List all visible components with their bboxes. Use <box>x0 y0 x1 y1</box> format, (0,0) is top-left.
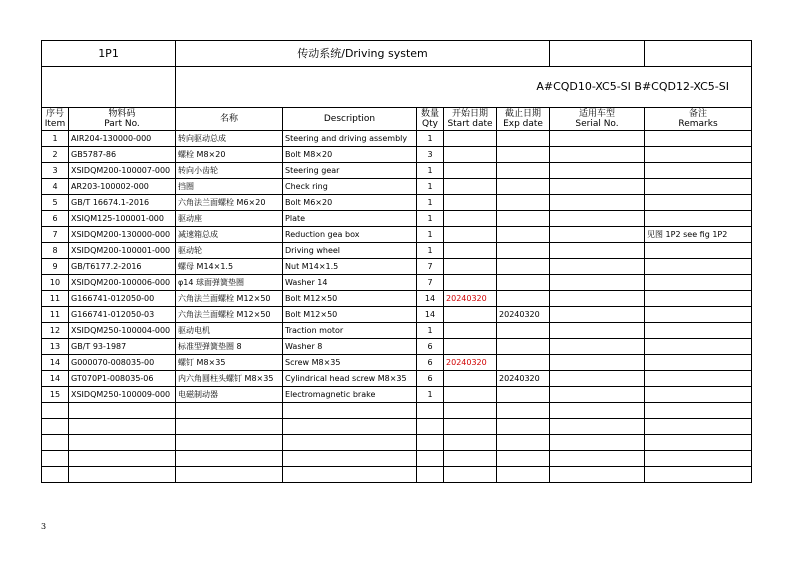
cell-qty: 14 <box>417 291 444 307</box>
parts-sheet <box>41 40 751 483</box>
cell-desc <box>283 435 417 451</box>
cell-start <box>444 451 497 467</box>
cell-part <box>69 467 176 483</box>
cell-exp <box>497 163 550 179</box>
table-row <box>42 227 752 243</box>
cell-part: G000070-008035-00 <box>69 355 176 371</box>
cell-exp <box>497 211 550 227</box>
col-name-header: 名称 <box>176 108 283 131</box>
cell-item: 12 <box>42 323 69 339</box>
cell-item: 11 <box>42 291 69 307</box>
group-code: 1P1 <box>42 41 176 67</box>
cell-qty: 1 <box>417 243 444 259</box>
cell-item: 11 <box>42 307 69 323</box>
cell-exp <box>497 195 550 211</box>
cell-part <box>69 451 176 467</box>
col-serial-header: 适用车型 Serial No. <box>550 108 645 131</box>
cell-start <box>444 419 497 435</box>
cell-exp <box>497 419 550 435</box>
section-title: 传动系统/Driving system <box>176 41 550 67</box>
cell-desc: Screw M8×35 <box>283 355 417 371</box>
cell-name <box>176 403 283 419</box>
cell-desc: Electromagnetic brake <box>283 387 417 403</box>
cell-part: XSIDQM200-130000-000 <box>69 227 176 243</box>
cell-qty: 1 <box>417 179 444 195</box>
cell-start <box>444 195 497 211</box>
cell-exp <box>497 131 550 147</box>
table-row <box>42 147 752 163</box>
table-row <box>42 259 752 275</box>
cell-part: AR203-100002-000 <box>69 179 176 195</box>
cell-part: GT070P1-008035-06 <box>69 371 176 387</box>
cell-part: G166741-012050-00 <box>69 291 176 307</box>
cell-name <box>176 451 283 467</box>
cell-exp <box>497 355 550 371</box>
cell-remarks <box>645 467 752 483</box>
cell-item <box>42 419 69 435</box>
col-remarks-header: 备注 Remarks <box>645 108 752 131</box>
cell-item <box>42 467 69 483</box>
cell-remarks <box>645 339 752 355</box>
cell-serial <box>550 163 645 179</box>
cell-name: 六角法兰面螺栓 M6×20 <box>176 195 283 211</box>
table-row <box>42 131 752 147</box>
cell-item: 9 <box>42 259 69 275</box>
cell-desc: Check ring <box>283 179 417 195</box>
cell-part: GB5787-86 <box>69 147 176 163</box>
cell-remarks <box>645 419 752 435</box>
header-blank-cell-2 <box>645 41 752 67</box>
cell-serial <box>550 179 645 195</box>
cell-qty: 1 <box>417 195 444 211</box>
cell-start <box>444 243 497 259</box>
cell-remarks <box>645 211 752 227</box>
header-title-row <box>42 41 752 67</box>
cell-exp: 20240320 <box>497 371 550 387</box>
cell-serial <box>550 195 645 211</box>
col-part-header: 物料码 Part No. <box>69 108 176 131</box>
cell-name: 内六角圆柱头螺钉 M8×35 <box>176 371 283 387</box>
cell-qty <box>417 451 444 467</box>
cell-item: 14 <box>42 371 69 387</box>
cell-serial <box>550 355 645 371</box>
cell-start <box>444 147 497 163</box>
cell-desc: Bolt M8×20 <box>283 147 417 163</box>
cell-qty: 1 <box>417 211 444 227</box>
cell-start <box>444 163 497 179</box>
cell-serial <box>550 307 645 323</box>
cell-exp <box>497 403 550 419</box>
cell-qty: 14 <box>417 307 444 323</box>
cell-remarks: 见图 1P2 see fig 1P2 <box>645 227 752 243</box>
cell-name: 六角法兰面螺栓 M12×50 <box>176 307 283 323</box>
header-blank-cell-3 <box>42 67 176 108</box>
cell-item: 8 <box>42 243 69 259</box>
table-row <box>42 451 752 467</box>
model-list: A#CQD10-XC5-SI B#CQD12-XC5-SI <box>176 67 752 108</box>
cell-name: 挡圈 <box>176 179 283 195</box>
cell-serial <box>550 275 645 291</box>
header-blank-cell-1 <box>550 41 645 67</box>
cell-start <box>444 211 497 227</box>
cell-start <box>444 435 497 451</box>
cell-start <box>444 131 497 147</box>
cell-name: 螺栓 M8×20 <box>176 147 283 163</box>
cell-desc: Washer 8 <box>283 339 417 355</box>
cell-desc: Bolt M6×20 <box>283 195 417 211</box>
cell-remarks <box>645 163 752 179</box>
cell-desc: Steering and driving assembly <box>283 131 417 147</box>
table-row <box>42 307 752 323</box>
table-row <box>42 371 752 387</box>
cell-serial <box>550 147 645 163</box>
cell-part: XSIQM125-100001-000 <box>69 211 176 227</box>
table-row <box>42 243 752 259</box>
cell-remarks <box>645 403 752 419</box>
cell-exp <box>497 243 550 259</box>
cell-serial <box>550 323 645 339</box>
table-row <box>42 163 752 179</box>
cell-start <box>444 227 497 243</box>
cell-qty <box>417 403 444 419</box>
cell-remarks <box>645 243 752 259</box>
col-item-header: 序号 Item <box>42 108 69 131</box>
cell-qty: 1 <box>417 387 444 403</box>
cell-part: XSIDQM200-100001-000 <box>69 243 176 259</box>
col-desc-header: Description <box>283 108 417 131</box>
cell-name <box>176 435 283 451</box>
cell-item: 13 <box>42 339 69 355</box>
cell-start <box>444 259 497 275</box>
cell-serial <box>550 227 645 243</box>
cell-serial <box>550 435 645 451</box>
cell-serial <box>550 371 645 387</box>
cell-remarks <box>645 131 752 147</box>
cell-qty: 3 <box>417 147 444 163</box>
cell-desc: Bolt M12×50 <box>283 307 417 323</box>
cell-name: φ14 球面弹簧垫圈 <box>176 275 283 291</box>
table-row <box>42 339 752 355</box>
cell-name: 驱动座 <box>176 211 283 227</box>
cell-exp <box>497 291 550 307</box>
cell-item: 6 <box>42 211 69 227</box>
cell-qty: 6 <box>417 355 444 371</box>
cell-serial <box>550 243 645 259</box>
table-row <box>42 419 752 435</box>
cell-name: 六角法兰面螺栓 M12×50 <box>176 291 283 307</box>
cell-desc: Bolt M12×50 <box>283 291 417 307</box>
cell-qty <box>417 435 444 451</box>
cell-item <box>42 403 69 419</box>
cell-exp <box>497 259 550 275</box>
cell-part: XSIDQM200-100007-000 <box>69 163 176 179</box>
cell-start <box>444 275 497 291</box>
cell-qty: 1 <box>417 131 444 147</box>
cell-remarks <box>645 355 752 371</box>
cell-item: 2 <box>42 147 69 163</box>
cell-name: 转向驱动总成 <box>176 131 283 147</box>
table-row <box>42 211 752 227</box>
cell-desc <box>283 403 417 419</box>
cell-start <box>444 403 497 419</box>
table-row <box>42 275 752 291</box>
cell-remarks <box>645 259 752 275</box>
cell-qty: 1 <box>417 163 444 179</box>
cell-exp <box>497 339 550 355</box>
cell-name <box>176 467 283 483</box>
table-row <box>42 323 752 339</box>
cell-start: 20240320 <box>444 291 497 307</box>
cell-qty: 6 <box>417 339 444 355</box>
table-row <box>42 435 752 451</box>
cell-qty: 6 <box>417 371 444 387</box>
cell-name: 减速箱总成 <box>176 227 283 243</box>
cell-remarks <box>645 179 752 195</box>
cell-qty: 1 <box>417 323 444 339</box>
table-row <box>42 179 752 195</box>
cell-serial <box>550 211 645 227</box>
cell-exp <box>497 147 550 163</box>
table-row <box>42 355 752 371</box>
cell-item: 5 <box>42 195 69 211</box>
cell-desc <box>283 467 417 483</box>
cell-remarks <box>645 307 752 323</box>
cell-desc: Traction motor <box>283 323 417 339</box>
cell-qty <box>417 419 444 435</box>
cell-start <box>444 179 497 195</box>
cell-start <box>444 307 497 323</box>
cell-serial <box>550 387 645 403</box>
cell-start <box>444 467 497 483</box>
cell-item: 10 <box>42 275 69 291</box>
cell-exp <box>497 323 550 339</box>
cell-name: 转向小齿轮 <box>176 163 283 179</box>
table-row <box>42 467 752 483</box>
cell-part <box>69 403 176 419</box>
cell-start <box>444 387 497 403</box>
cell-serial <box>550 131 645 147</box>
cell-serial <box>550 403 645 419</box>
cell-exp <box>497 227 550 243</box>
cell-part: XSIDQM200-100006-000 <box>69 275 176 291</box>
cell-part: GB/T 16674.1-2016 <box>69 195 176 211</box>
cell-serial <box>550 467 645 483</box>
table-row <box>42 291 752 307</box>
cell-part: AIR204-130000-000 <box>69 131 176 147</box>
cell-name: 螺母 M14×1.5 <box>176 259 283 275</box>
cell-item: 14 <box>42 355 69 371</box>
cell-remarks <box>645 387 752 403</box>
cell-item <box>42 435 69 451</box>
page-number: 3 <box>41 522 47 531</box>
cell-serial <box>550 291 645 307</box>
cell-serial <box>550 259 645 275</box>
cell-desc: Plate <box>283 211 417 227</box>
cell-name: 驱动电机 <box>176 323 283 339</box>
cell-remarks <box>645 371 752 387</box>
cell-item: 7 <box>42 227 69 243</box>
col-start-header: 开始日期 Start date <box>444 108 497 131</box>
cell-part <box>69 419 176 435</box>
cell-desc: Reduction gea box <box>283 227 417 243</box>
cell-serial <box>550 451 645 467</box>
cell-exp <box>497 275 550 291</box>
cell-qty: 1 <box>417 227 444 243</box>
cell-part: GB/T 93-1987 <box>69 339 176 355</box>
cell-exp <box>497 435 550 451</box>
cell-remarks <box>645 451 752 467</box>
parts-table <box>41 40 752 483</box>
cell-remarks <box>645 323 752 339</box>
cell-exp: 20240320 <box>497 307 550 323</box>
cell-start <box>444 339 497 355</box>
cell-desc: Washer 14 <box>283 275 417 291</box>
cell-desc <box>283 451 417 467</box>
table-row <box>42 195 752 211</box>
cell-exp <box>497 387 550 403</box>
cell-item: 3 <box>42 163 69 179</box>
cell-name: 标准型弹簧垫圈 8 <box>176 339 283 355</box>
cell-desc: Steering gear <box>283 163 417 179</box>
col-qty-header: 数量 Qty <box>417 108 444 131</box>
cell-part: XSIDQM250-100009-000 <box>69 387 176 403</box>
cell-item <box>42 451 69 467</box>
cell-remarks <box>645 275 752 291</box>
col-exp-header: 截止日期 Exp date <box>497 108 550 131</box>
cell-serial <box>550 419 645 435</box>
table-row <box>42 387 752 403</box>
cell-start <box>444 323 497 339</box>
cell-part <box>69 435 176 451</box>
header-model-row <box>42 67 752 108</box>
column-header-row <box>42 108 752 131</box>
cell-name: 电磁制动器 <box>176 387 283 403</box>
cell-qty: 7 <box>417 275 444 291</box>
cell-desc <box>283 419 417 435</box>
cell-remarks <box>645 435 752 451</box>
cell-name <box>176 419 283 435</box>
cell-part: G166741-012050-03 <box>69 307 176 323</box>
cell-part: GB/T6177.2-2016 <box>69 259 176 275</box>
cell-remarks <box>645 291 752 307</box>
cell-item: 1 <box>42 131 69 147</box>
cell-part: XSIDQM250-100004-000 <box>69 323 176 339</box>
cell-desc: Driving wheel <box>283 243 417 259</box>
cell-serial <box>550 339 645 355</box>
cell-remarks <box>645 195 752 211</box>
cell-name: 驱动轮 <box>176 243 283 259</box>
cell-desc: Cylindrical head screw M8×35 <box>283 371 417 387</box>
cell-exp <box>497 451 550 467</box>
table-row <box>42 403 752 419</box>
cell-exp <box>497 179 550 195</box>
cell-desc: Nut M14×1.5 <box>283 259 417 275</box>
cell-remarks <box>645 147 752 163</box>
cell-exp <box>497 467 550 483</box>
cell-name: 螺钉 M8×35 <box>176 355 283 371</box>
cell-qty: 7 <box>417 259 444 275</box>
cell-start: 20240320 <box>444 355 497 371</box>
cell-item: 15 <box>42 387 69 403</box>
cell-start <box>444 371 497 387</box>
cell-item: 4 <box>42 179 69 195</box>
cell-qty <box>417 467 444 483</box>
